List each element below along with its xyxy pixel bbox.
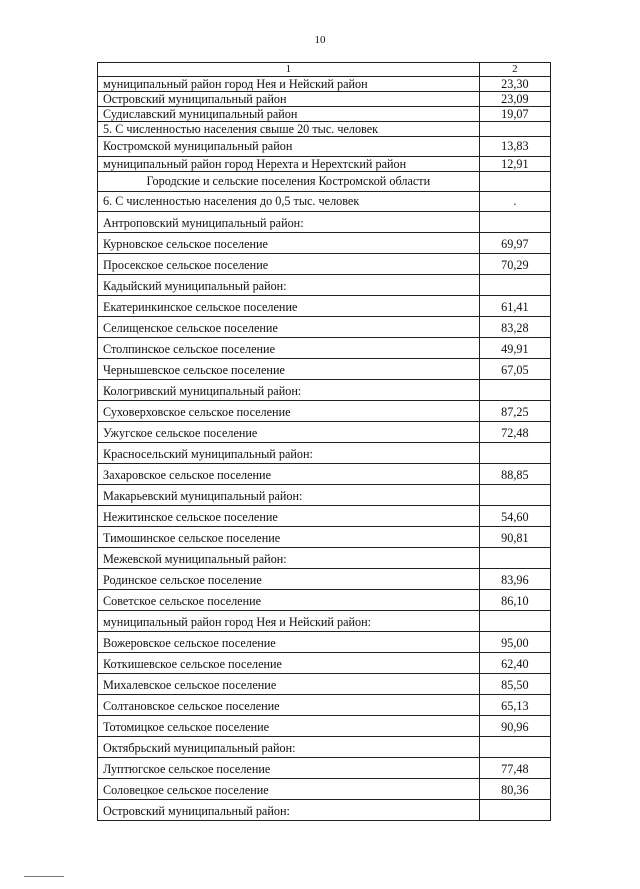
row-value: 72,48 xyxy=(479,422,550,443)
row-name: Селищенское сельское поселение xyxy=(98,317,480,338)
row-value: 65,13 xyxy=(479,695,550,716)
row-value xyxy=(479,172,550,192)
table-row xyxy=(98,338,551,359)
row-value: 19,07 xyxy=(479,107,550,122)
section-title-row xyxy=(98,172,551,192)
row-value: 87,25 xyxy=(479,401,550,422)
row-value: . xyxy=(479,192,550,212)
row-value: 54,60 xyxy=(479,506,550,527)
row-value: 95,00 xyxy=(479,632,550,653)
table-row xyxy=(98,107,551,122)
table-row xyxy=(98,137,551,157)
table-row xyxy=(98,122,551,137)
table-row xyxy=(98,212,551,233)
page-number: 10 xyxy=(314,34,326,46)
table-row xyxy=(98,254,551,275)
row-name: Захаровское сельское поселение xyxy=(98,464,480,485)
table-row xyxy=(98,464,551,485)
table-row xyxy=(98,401,551,422)
table-row xyxy=(98,317,551,338)
row-value xyxy=(479,443,550,464)
row-value xyxy=(479,548,550,569)
row-name: Кологривский муниципальный район: xyxy=(98,380,480,401)
row-name: Октябрьский муниципальный район: xyxy=(98,737,480,758)
row-value xyxy=(479,122,550,137)
row-value: 23,09 xyxy=(479,92,550,107)
row-name: Ужугское сельское поселение xyxy=(98,422,480,443)
row-value: 69,97 xyxy=(479,233,550,254)
row-value: 13,83 xyxy=(479,137,550,157)
table-row xyxy=(98,359,551,380)
row-value xyxy=(479,611,550,632)
table-row xyxy=(98,569,551,590)
table-row xyxy=(98,296,551,317)
row-value xyxy=(479,275,550,296)
row-name: муниципальный район город Нея и Нейский район xyxy=(98,77,480,92)
row-value: 88,85 xyxy=(479,464,550,485)
data-table xyxy=(97,62,551,821)
table-row xyxy=(98,192,551,212)
table-row xyxy=(98,548,551,569)
table-row xyxy=(98,800,551,821)
row-name: Курновское сельское поселение xyxy=(98,233,480,254)
footer-rule xyxy=(24,876,64,877)
row-value xyxy=(479,485,550,506)
row-name: Чернышевское сельское поселение xyxy=(98,359,480,380)
row-name: Суховерховское сельское поселение xyxy=(98,401,480,422)
table-row xyxy=(98,590,551,611)
row-name: муниципальный район город Нея и Нейский район: xyxy=(98,611,480,632)
row-name: Луптюгское сельское поселение xyxy=(98,758,480,779)
row-name: Островский муниципальный район: xyxy=(98,800,480,821)
row-name: 5. С численностью населения свыше 20 тыс. человек xyxy=(98,122,480,137)
row-value: 49,91 xyxy=(479,338,550,359)
row-value xyxy=(479,212,550,233)
table-row xyxy=(98,233,551,254)
table-row xyxy=(98,77,551,92)
table-row xyxy=(98,506,551,527)
table-row xyxy=(98,737,551,758)
table-row xyxy=(98,422,551,443)
row-value: 62,40 xyxy=(479,653,550,674)
row-name: Красносельский муниципальный район: xyxy=(98,443,480,464)
column-header-1: 1 xyxy=(98,63,480,77)
table-row xyxy=(98,653,551,674)
table-row xyxy=(98,92,551,107)
row-name: Островский муниципальный район xyxy=(98,92,480,107)
table-row xyxy=(98,779,551,800)
row-value: 86,10 xyxy=(479,590,550,611)
table-row xyxy=(98,527,551,548)
row-name: Антроповский муниципальный район: xyxy=(98,212,480,233)
row-value: 90,96 xyxy=(479,716,550,737)
row-value: 90,81 xyxy=(479,527,550,548)
table-row xyxy=(98,674,551,695)
table-row xyxy=(98,695,551,716)
row-name: Макарьевский муниципальный район: xyxy=(98,485,480,506)
row-value: 83,96 xyxy=(479,569,550,590)
row-value: 80,36 xyxy=(479,779,550,800)
table-row xyxy=(98,611,551,632)
row-name: Советское сельское поселение xyxy=(98,590,480,611)
row-value: 12,91 xyxy=(479,157,550,172)
row-name: Столпинское сельское поселение xyxy=(98,338,480,359)
row-value: 23,30 xyxy=(479,77,550,92)
table-row xyxy=(98,275,551,296)
row-name: Тотомицкое сельское поселение xyxy=(98,716,480,737)
row-name: Михалевское сельское поселение xyxy=(98,674,480,695)
row-name: 6. С численностью населения до 0,5 тыс. человек xyxy=(98,192,480,212)
table-header-row xyxy=(98,63,551,77)
row-name: муниципальный район город Нерехта и Нерехтский район xyxy=(98,157,480,172)
row-name: Межевской муниципальный район: xyxy=(98,548,480,569)
row-value: 83,28 xyxy=(479,317,550,338)
row-name: Солтановское сельское поселение xyxy=(98,695,480,716)
row-value xyxy=(479,800,550,821)
row-name: Судиславский муниципальный район xyxy=(98,107,480,122)
table-row xyxy=(98,380,551,401)
row-value xyxy=(479,737,550,758)
row-name: Кадыйский муниципальный район: xyxy=(98,275,480,296)
row-name: Соловецкое сельское поселение xyxy=(98,779,480,800)
row-value: 85,50 xyxy=(479,674,550,695)
row-value xyxy=(479,380,550,401)
row-value: 77,48 xyxy=(479,758,550,779)
row-name: Родинское сельское поселение xyxy=(98,569,480,590)
table-row xyxy=(98,632,551,653)
table-row xyxy=(98,157,551,172)
section-title: Городские и сельские поселения Костромской области xyxy=(98,172,480,192)
column-header-2: 2 xyxy=(479,63,550,77)
table-row xyxy=(98,716,551,737)
row-value: 67,05 xyxy=(479,359,550,380)
table-row xyxy=(98,485,551,506)
table-row xyxy=(98,443,551,464)
table-row xyxy=(98,758,551,779)
row-name: Костромской муниципальный район xyxy=(98,137,480,157)
row-name: Нежитинское сельское поселение xyxy=(98,506,480,527)
row-value: 61,41 xyxy=(479,296,550,317)
row-name: Екатеринкинское сельское поселение xyxy=(98,296,480,317)
row-name: Вожеровское сельское поселение xyxy=(98,632,480,653)
row-name: Коткишевское сельское поселение xyxy=(98,653,480,674)
row-name: Просекское сельское поселение xyxy=(98,254,480,275)
row-value: 70,29 xyxy=(479,254,550,275)
row-name: Тимошинское сельское поселение xyxy=(98,527,480,548)
